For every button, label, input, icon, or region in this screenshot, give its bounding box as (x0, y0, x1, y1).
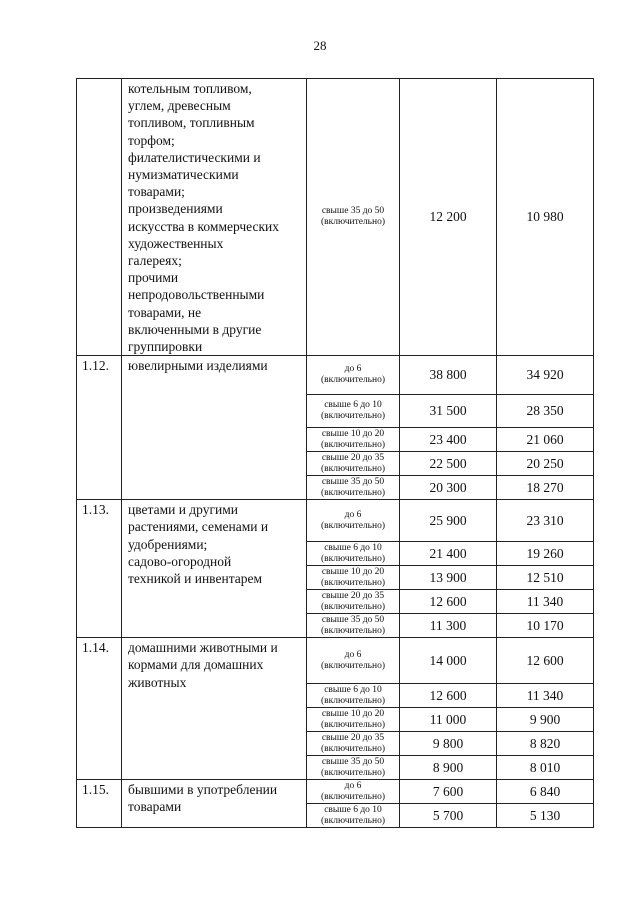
group-description (122, 500, 307, 638)
range-line: свыше 35 до 50 (321, 206, 385, 217)
description-line: домашними животными и (128, 640, 278, 656)
range-line: свыше 35 до 50 (321, 756, 385, 767)
description-line: техникой и инвентарем (128, 571, 263, 587)
description-line: товарами; (128, 184, 185, 200)
range-line: свыше 35 до 50 (321, 476, 385, 487)
range-line: свыше 6 до 10 (324, 542, 382, 553)
row-range (307, 708, 400, 732)
range-line: (включительно) (320, 660, 386, 671)
range-line: (включительно) (320, 719, 386, 730)
description-line: котельным топливом, (128, 81, 252, 96)
description-line: прочими (128, 270, 179, 286)
row-value-2: 23 310 (497, 500, 594, 542)
range-line: (включительно) (320, 601, 386, 612)
row-range (307, 500, 400, 542)
row-value-1: 11 000 (400, 708, 497, 732)
range-line: до 6 (344, 509, 362, 520)
range-line: (включительно) (320, 743, 386, 754)
row-value-2: 8 820 (497, 732, 594, 756)
row-value-1: 31 500 (400, 395, 497, 428)
range-line: до 6 (344, 780, 362, 791)
group-description (122, 780, 307, 828)
row-value-2: 12 600 (497, 638, 594, 684)
row-description (122, 79, 307, 356)
range-line: свыше 10 до 20 (321, 566, 385, 577)
row-value-2: 8 010 (497, 756, 594, 780)
description-line: садово-огородной (128, 553, 232, 569)
description-line: углем, древесным (128, 98, 231, 114)
table-row (77, 356, 594, 395)
row-code (77, 79, 122, 356)
description-line: растениями, семенами и (128, 519, 269, 535)
row-range (307, 428, 400, 452)
row-range (307, 804, 400, 828)
row-value-2: 20 250 (497, 452, 594, 476)
row-value-1: 22 500 (400, 452, 497, 476)
description-line: художественных (128, 235, 224, 251)
description-line: топливом, топливным (128, 115, 255, 131)
description-line: филателистическими и (128, 149, 261, 165)
row-value-2: 19 260 (497, 542, 594, 566)
row-value-2: 11 340 (497, 684, 594, 708)
range-line: свыше 35 до 50 (321, 614, 385, 625)
range-line: свыше 10 до 20 (321, 708, 385, 719)
row-range (307, 614, 400, 638)
range-line: (включительно) (320, 767, 386, 778)
row-range (307, 638, 400, 684)
range-line: свыше 6 до 10 (324, 400, 382, 411)
range-line: (включительно) (320, 577, 386, 588)
table-row (77, 79, 594, 356)
row-value-1: 20 300 (400, 476, 497, 500)
range-line: до 6 (344, 649, 362, 660)
description-line: галереях; (128, 253, 182, 269)
row-range (307, 79, 400, 356)
row-range (307, 395, 400, 428)
range-line: свыше 6 до 10 (324, 804, 382, 815)
row-value-2: 34 920 (497, 356, 594, 395)
row-value-1: 12 200 (400, 79, 497, 356)
description-line: удобрениями; (128, 536, 208, 552)
row-value-1: 9 800 (400, 732, 497, 756)
row-value-1: 7 600 (400, 780, 497, 804)
description-line: группировки (128, 339, 203, 355)
range-line: свыше 20 до 35 (321, 452, 385, 463)
range-line: (включительно) (320, 487, 386, 498)
row-value-2: 10 980 (497, 79, 594, 356)
row-value-1: 5 700 (400, 804, 497, 828)
description-line: кормами для домашних (128, 657, 264, 673)
row-value-2: 28 350 (497, 395, 594, 428)
range-line: (включительно) (320, 553, 386, 564)
row-range (307, 732, 400, 756)
range-line: (включительно) (320, 463, 386, 474)
row-range (307, 452, 400, 476)
description-line: искусства в коммерческих (128, 218, 280, 234)
page-number: 28 (313, 38, 327, 53)
row-value-1: 21 400 (400, 542, 497, 566)
range-line: (включительно) (320, 625, 386, 636)
group-code: 1.15. (77, 780, 122, 828)
description-line: произведениями (128, 201, 223, 217)
group-description (122, 638, 307, 780)
row-value-2: 9 900 (497, 708, 594, 732)
description-line: включенными в другие (128, 321, 262, 337)
row-value-2: 11 340 (497, 590, 594, 614)
row-value-1: 23 400 (400, 428, 497, 452)
range-line: свыше 10 до 20 (321, 428, 385, 439)
row-range (307, 566, 400, 590)
description-line: торфом; (128, 132, 175, 148)
rates-table-body (77, 79, 594, 828)
group-code: 1.12. (77, 356, 122, 500)
range-line: до 6 (344, 364, 362, 375)
row-value-1: 12 600 (400, 684, 497, 708)
description-line: товарами (128, 799, 182, 815)
group-description (122, 356, 307, 500)
range-line: (включительно) (320, 815, 386, 826)
row-value-1: 14 000 (400, 638, 497, 684)
row-range (307, 476, 400, 500)
description-line: животных (128, 674, 187, 690)
description-line: цветами и другими (128, 502, 239, 518)
row-value-2: 18 270 (497, 476, 594, 500)
row-range (307, 542, 400, 566)
range-line: (включительно) (320, 411, 386, 422)
range-line: свыше 20 до 35 (321, 590, 385, 601)
row-range (307, 684, 400, 708)
table-row (77, 500, 594, 542)
range-line: свыше 20 до 35 (321, 732, 385, 743)
row-value-1: 13 900 (400, 566, 497, 590)
range-line: (включительно) (320, 217, 386, 228)
row-value-2: 6 840 (497, 780, 594, 804)
row-value-2: 10 170 (497, 614, 594, 638)
description-line: товарами, не (128, 304, 202, 320)
row-value-1: 8 900 (400, 756, 497, 780)
description-line: непродовольственными (128, 287, 265, 303)
table-row (77, 780, 594, 804)
row-value-1: 25 900 (400, 500, 497, 542)
row-value-2: 5 130 (497, 804, 594, 828)
rates-table (76, 78, 594, 828)
row-range (307, 590, 400, 614)
row-value-1: 38 800 (400, 356, 497, 395)
range-line: (включительно) (320, 439, 386, 450)
description-line: нумизматическими (128, 167, 239, 183)
range-line: (включительно) (320, 791, 386, 802)
row-value-2: 12 510 (497, 566, 594, 590)
row-range (307, 356, 400, 395)
table-row (77, 638, 594, 684)
description-line: бывшими в употреблении (128, 782, 278, 798)
row-value-2: 21 060 (497, 428, 594, 452)
row-range (307, 756, 400, 780)
row-range (307, 780, 400, 804)
description-line: ювелирными изделиями (128, 358, 268, 374)
range-line: (включительно) (320, 520, 386, 531)
group-code: 1.14. (77, 638, 122, 780)
row-value-1: 11 300 (400, 614, 497, 638)
range-line: (включительно) (320, 375, 386, 386)
group-code: 1.13. (77, 500, 122, 638)
row-value-1: 12 600 (400, 590, 497, 614)
range-line: (включительно) (320, 695, 386, 706)
range-line: свыше 6 до 10 (324, 684, 382, 695)
